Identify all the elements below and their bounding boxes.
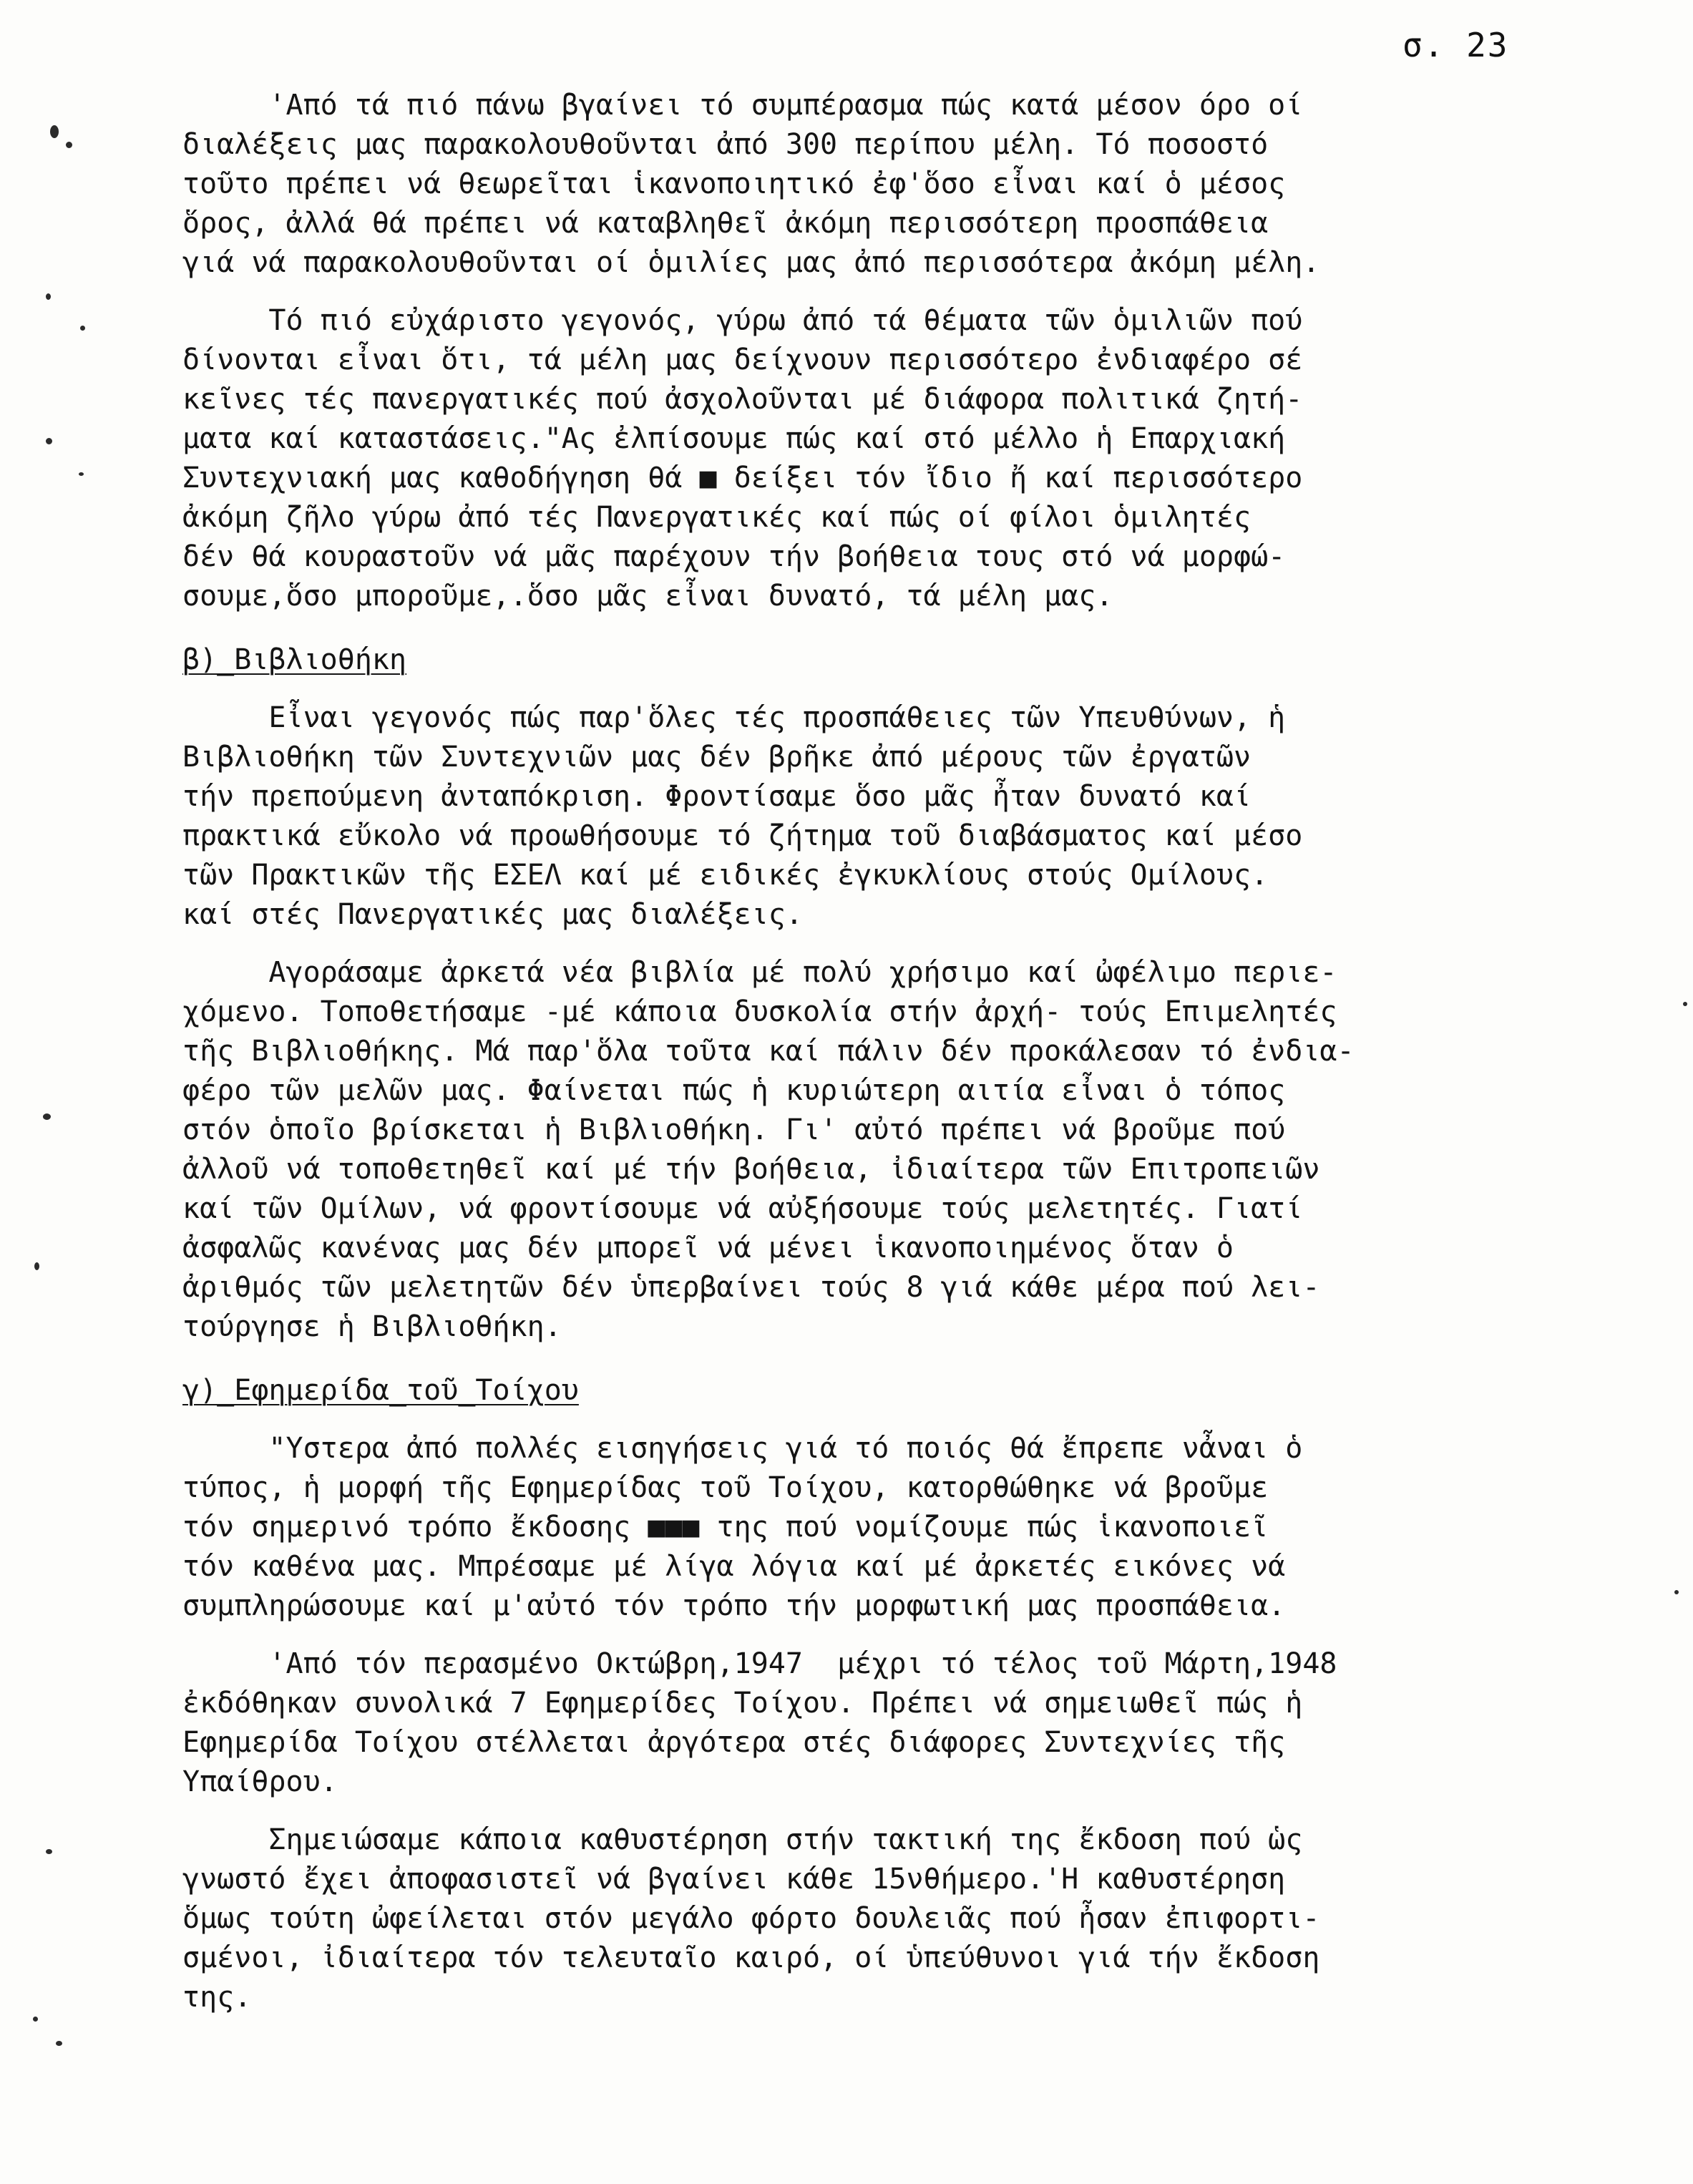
paragraph [182,301,1664,616]
paragraph-gap [182,283,1664,301]
paragraph [182,86,1664,283]
paragraph-gap [182,1802,1664,1820]
text-line: ἐκδόθηκαν συνολικά 7 Εφημερίδες Τοίχου. Πρέπει νά σημειωθεῖ πώς ἡ [182,1687,1303,1720]
text-line: ἀκόμη ζῆλο γύρω ἀπό τές Πανεργατικές καί πώς οί φίλοι ὁμιλητές [182,501,1252,534]
text-line: Εἶναι γεγονός πώς παρ'ὅλες τές προσπάθειες τῶν Υπευθύνων, ἡ [182,701,1286,734]
paragraph [182,1429,1664,1626]
text-line: συμπληρώσουμε καί μ'αὐτό τόν τρόπο τήν μορφωτική μας προσπάθεια. [182,1589,1286,1622]
text-line: τῶν Πρακτικῶν τῆς ΕΣΕΛ καί μέ ειδικές ἐγκυκλίους στούς Ομίλους. [182,859,1269,892]
scan-mark [66,142,72,148]
section-heading: β)_Βιβλιοθήκη [182,643,407,676]
text-line: 'Από τόν περασμένο Οκτώβρη,1947 μέχρι τό τέλος τοῦ Μάρτη,1948 [182,1647,1337,1680]
text-line: τύπος, ἡ μορφή τῆς Εφημερίδας τοῦ Τοίχου, κατορθώθηκε νά βροῦμε [182,1471,1269,1504]
text-line: Σημειώσαμε κάποια καθυστέρηση στήν τακτική της ἔκδοση πού ὡς [182,1823,1303,1856]
text-line: καί τῶν Ομίλων, νά φροντίσουμε νά αὐξήσουμε τούς μελετητές. Γιατί [182,1192,1303,1225]
paragraph-gap [182,616,1664,640]
scan-mark [1683,1002,1687,1006]
text-line: 'Από τά πιό πάνω βγαίνει τό συμπέρασμα πώς κατά μέσον όρο οί [182,89,1303,122]
text-line: τόν καθένα μας. Μπρέσαμε μέ λίγα λόγια καί μέ ἀρκετές εικόνες νά [182,1550,1286,1583]
text-line: "Υστερα ἀπό πολλές εισηγήσεις γιά τό ποιός θά ἔπρεπε νἆναι ὁ [182,1432,1303,1465]
scan-mark [1674,1590,1679,1594]
text-line: ἀσφαλῶς κανένας μας δέν μπορεῖ νά μένει ἱκανοποιημένος ὅταν ὁ [182,1232,1234,1264]
text-line: φέρο τῶν μελῶν μας. Φαίνεται πώς ἡ κυριώτερη αιτία εἶναι ὁ τόπος [182,1074,1286,1107]
text-line: τοῦτο πρέπει νά θεωρεῖται ἱκανοποιητικό ἐφ'ὅσο εἶναι καί ὁ μέσος [182,167,1286,200]
text-line: της. [182,1981,252,2014]
text-line: στόν ὁποῖο βρίσκεται ἡ Βιβλιοθήκη. Γι' αὐτό πρέπει νά βροῦμε πού [182,1113,1286,1146]
text-line: Αγοράσαμε ἀρκετά νέα βιβλία μέ πολύ χρήσιμο καί ὠφέλιμο περιε- [182,956,1337,989]
text-line: Βιβλιοθήκη τῶν Συντεχνιῶν μας δέν βρῆκε ἀπό μέρους τῶν ἐργατῶν [182,741,1252,774]
page-number: σ. 23 [1402,26,1509,64]
text-line: χόμενο. Τοποθετήσαμε -μέ κάποια δυσκολία στήν ἀρχή- τούς Επιμελητές [182,995,1337,1028]
text-line: σμένοι, ἰδιαίτερα τόν τελευταῖο καιρό, οί ὑπεύθυνοι γιά τήν ἔκδοση [182,1941,1320,1974]
scan-mark [79,472,84,476]
paragraph [182,1644,1664,1802]
text-line: δέν θά κουραστοῦν νά μᾶς παρέχουν τήν βοήθεια τους στό νά μορφώ- [182,540,1286,573]
text-line: διαλέξεις μας παρακολουθοῦνται ἀπό 300 περίπου μέλη. Τό ποσοστό [182,128,1269,161]
text-line: ἀλλοῦ νά τοποθετηθεῖ καί μέ τήν βοήθεια, ἰδιαίτερα τῶν Επιτροπειῶν [182,1153,1320,1186]
scan-mark [46,1849,52,1854]
text-line: πρακτικά εὔκολο νά προωθήσουμε τό ζήτημα τοῦ διαβάσματος καί μέσο [182,819,1303,852]
text-line: τήν πρεπούμενη ἀνταπόκριση. Φροντίσαμε ὅσο μᾶς ἦταν δυνατό καί [182,780,1252,813]
text-line: γνωστό ἔχει ἀποφασιστεῖ νά βγαίνει κάθε 15νθήμερο.'Η καθυστέρηση [182,1863,1286,1896]
text-line: Εφημερίδα Τοίχου στέλλεται ἀργότερα στές διάφορες Συντεχνίες τῆς [182,1726,1286,1759]
text-line: δίνονται εἶναι ὅτι, τά μέλη μας δείχνουν περισσότερο ἐνδιαφέρο σέ [182,343,1303,376]
paragraph [182,953,1664,1347]
scan-mark [46,438,52,444]
paragraph-gap [182,1410,1664,1429]
scan-mark [56,2041,62,2046]
scan-mark [80,326,85,331]
scan-mark [43,1113,51,1120]
paragraph-gap [182,1347,1664,1371]
paragraph [182,698,1664,935]
text-line: ἀριθμός τῶν μελετητῶν δέν ὑπερβαίνει τούς 8 γιά κάθε μέρα πού λει- [182,1271,1320,1304]
text-line: γιά νά παρακολουθοῦνται οί ὁμιλίες μας ἀπό περισσότερα ἀκόμη μέλη. [182,246,1320,279]
text-line: ματα καί καταστάσεις."Ας ἐλπίσουμε πώς καί στό μέλλο ἡ Επαρχιακή [182,422,1286,455]
paragraph-gap [182,1626,1664,1644]
text-line: Συντεχνιακή μας καθοδήγηση θά ■ δείξει τόν ἴδιο ἤ καί περισσότερο [182,462,1303,494]
paragraph-gap [182,680,1664,698]
paragraph-gap [182,935,1664,953]
text-line: ὅρος, ἀλλά θά πρέπει νά καταβληθεῖ ἀκόμη περισσότερη προσπάθεια [182,207,1269,240]
scan-mark [33,2017,38,2022]
text-line: κεῖνες τές πανεργατικές πού ἀσχολοῦνται μέ διάφορα πολιτικά ζητή- [182,383,1303,416]
text-line: καί στές Πανεργατικές μας διαλέξεις. [182,898,803,931]
scan-mark [46,293,51,300]
scan-mark [50,125,59,138]
paragraph [182,1820,1664,2017]
text-line: τούργησε ἡ Βιβλιοθήκη. [182,1310,562,1343]
text-line: ὅμως τούτη ὠφείλεται στόν μεγάλο φόρτο δουλειᾶς πού ἦσαν ἐπιφορτι- [182,1902,1320,1935]
section-heading: γ)_Εφημερίδα_τοῦ_Τοίχου [182,1374,579,1407]
text-line: τῆς Βιβλιοθήκης. Μά παρ'ὅλα τοῦτα καί πάλιν δέν προκάλεσαν τό ἐνδια- [182,1035,1355,1068]
document-body [182,86,1664,2017]
text-line: Υπαίθρου. [182,1765,338,1798]
text-line: σουμε,ὅσο μποροῦμε,.ὅσο μᾶς εἶναι δυνατό, τά μέλη μας. [182,580,1113,613]
text-line: Τό πιό εὐχάριστο γεγονός, γύρω ἀπό τά θέματα τῶν ὁμιλιῶν πού [182,304,1303,337]
scan-mark [34,1262,39,1270]
text-line: τόν σημερινό τρόπο ἔκδοσης ■■■ της πού νομίζουμε πώς ἱκανοποιεῖ [182,1511,1269,1544]
